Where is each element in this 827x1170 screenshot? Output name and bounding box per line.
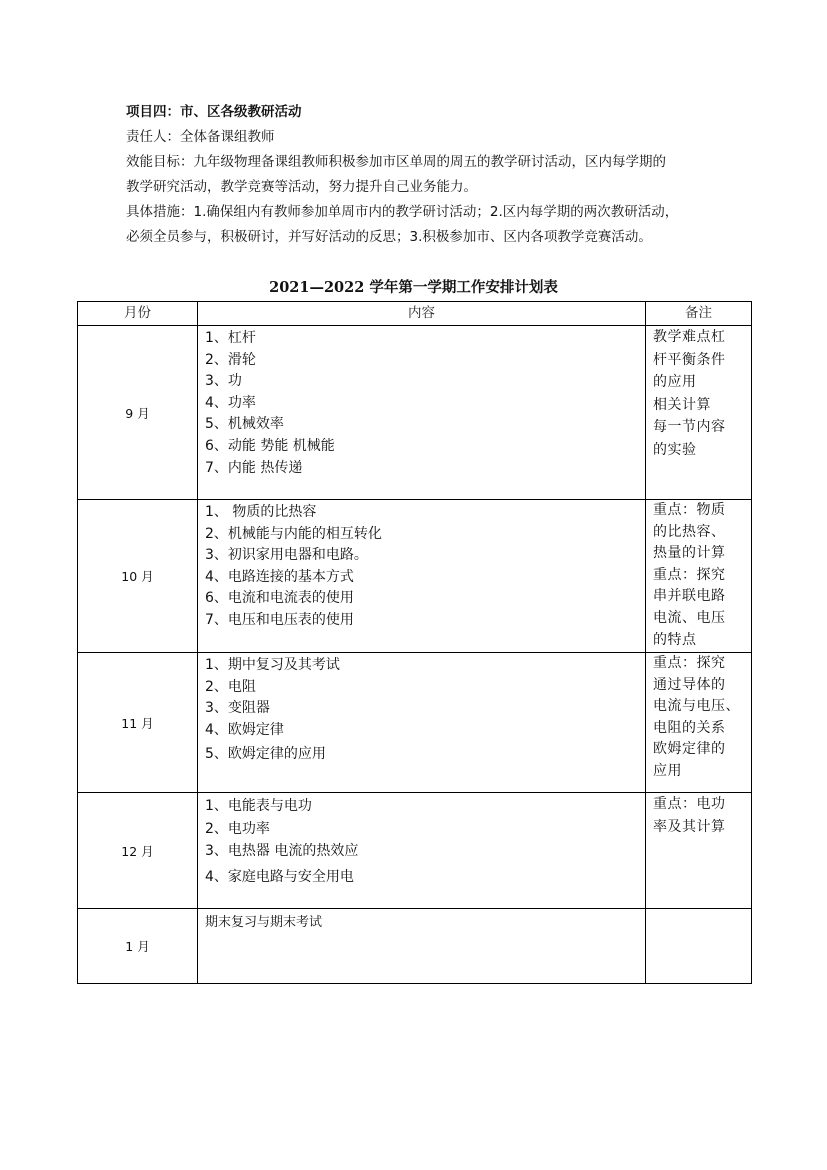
note-line: 重点：探究	[653, 566, 726, 583]
note-line: 欧姆定律的	[653, 741, 726, 758]
note-line: 的特点	[653, 631, 697, 648]
note-line: 通过导体的	[653, 676, 726, 693]
notes-cell	[646, 909, 752, 984]
measures-line-1: 具体措施：1.确保组内有教师参加单周市内的教学研讨活动；2.区内每学期的两次教研活动，	[126, 204, 679, 220]
table-row	[78, 326, 752, 500]
header-month: 月份	[78, 302, 198, 326]
content-item: 3、变阻器	[205, 700, 270, 717]
content-item: 3、初识家用电器和电路。	[205, 547, 368, 564]
header-notes: 备注	[646, 302, 752, 326]
content-item: 7、内能 热传递	[205, 459, 303, 476]
content-item: 2、电功率	[205, 820, 270, 837]
content-cell	[198, 793, 646, 909]
month-cell: 10 月	[78, 500, 198, 653]
note-line: 率及其计算	[653, 818, 726, 835]
table-row	[78, 909, 752, 984]
note-line: 教学难点杠	[653, 329, 726, 345]
table-row	[78, 500, 752, 653]
table-row	[78, 653, 752, 793]
content-cell	[198, 653, 646, 793]
note-line: 电流、电压	[653, 609, 726, 626]
note-line: 的实验	[653, 441, 697, 458]
content-item: 1、电能表与电功	[205, 798, 312, 814]
work-plan-table	[77, 301, 752, 984]
content-cell	[198, 909, 646, 984]
content-item: 2、电阻	[205, 678, 256, 695]
content-item: 4、电路连接的基本方式	[205, 568, 354, 585]
content-item: 期末复习与期末考试	[205, 915, 323, 930]
note-line: 热量的计算	[653, 545, 726, 562]
goal-line-1: 效能目标：九年级物理备课组教师积极参加市区单周的周五的教学研讨活动，区内每学期的	[126, 154, 666, 170]
note-line: 应用	[653, 762, 682, 779]
content-cell	[198, 326, 646, 500]
measures-line-2: 必须全员参与，积极研讨，并写好活动的反思；3.积极参加市、区内各项教学竞赛活动。	[126, 229, 652, 245]
content-item: 4、家庭电路与安全用电	[205, 868, 354, 885]
header-content: 内容	[198, 302, 646, 326]
month-cell: 12 月	[78, 793, 198, 909]
note-line: 重点：电功	[653, 796, 726, 812]
content-item: 2、滑轮	[205, 351, 256, 368]
content-cell	[198, 500, 646, 653]
note-line: 相关计算	[653, 396, 711, 413]
note-line: 电阻的关系	[653, 719, 726, 736]
table-header-row	[78, 302, 752, 326]
content-item: 1、 物质的比热容	[205, 504, 317, 520]
note-line: 重点：探究	[653, 655, 726, 671]
content-item: 1、期中复习及其考试	[205, 657, 340, 673]
note-line: 串并联电路	[653, 588, 726, 605]
month-cell: 9 月	[78, 326, 198, 500]
content-item: 2、机械能与内能的相互转化	[205, 525, 382, 542]
note-line: 电流与电压、	[653, 698, 740, 715]
content-item: 1、杠杆	[205, 330, 256, 346]
content-item: 5、机械效率	[205, 416, 284, 433]
content-item: 4、欧姆定律	[205, 721, 284, 738]
content-item: 6、动能 势能 机械能	[205, 437, 335, 454]
note-line: 重点：物质	[653, 502, 726, 518]
table-title: 2021—2022 学年第一学期工作安排计划表	[269, 279, 558, 296]
content-item: 3、功	[205, 373, 242, 390]
notes-cell	[646, 653, 752, 793]
intro-section	[126, 100, 726, 250]
note-line: 每一节内容	[653, 419, 726, 435]
responsible-person: 责任人：全体备课组教师	[126, 129, 275, 145]
note-line: 杆平衡条件	[653, 351, 726, 368]
content-item: 6、电流和电流表的使用	[205, 590, 354, 607]
note-line: 的应用	[653, 374, 697, 390]
note-line: 的比热容、	[653, 523, 726, 540]
month-cell: 11 月	[78, 653, 198, 793]
notes-cell	[646, 500, 752, 653]
content-item: 5、欧姆定律的应用	[205, 746, 326, 763]
month-cell: 1 月	[78, 909, 198, 984]
project-heading: 项目四：市、区各级教研活动	[126, 104, 302, 120]
goal-line-2: 教学研究活动，教学竞赛等活动，努力提升自己业务能力。	[126, 179, 477, 195]
notes-cell	[646, 326, 752, 500]
content-item: 3、电热器 电流的热效应	[205, 843, 359, 859]
notes-cell	[646, 793, 752, 909]
content-item: 7、电压和电压表的使用	[205, 611, 354, 628]
table-row	[78, 793, 752, 909]
content-item: 4、功率	[205, 394, 256, 411]
